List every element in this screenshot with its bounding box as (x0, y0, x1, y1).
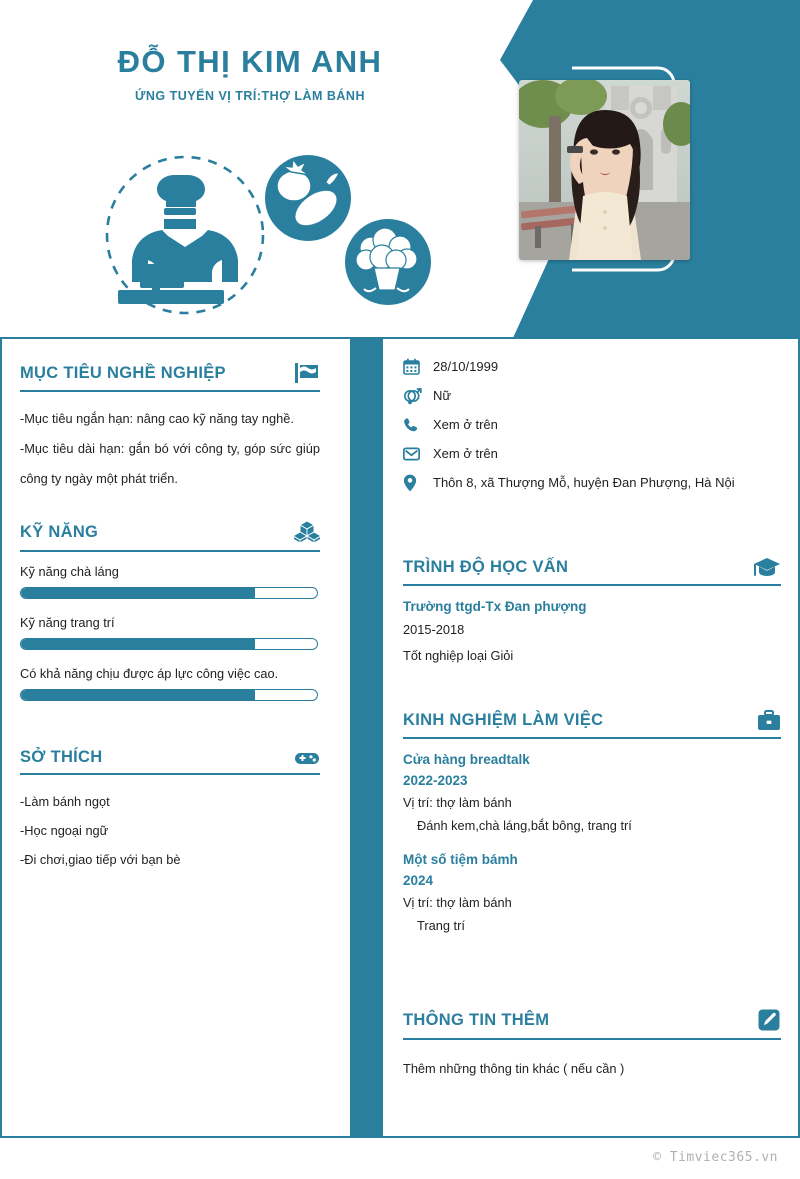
education-years: 2015-2018 (403, 622, 465, 637)
skill-label: Kỹ năng chà láng (20, 564, 119, 579)
phone-icon (403, 414, 433, 434)
contact-value: Nữ (433, 388, 452, 403)
contact-row-gender (403, 385, 793, 406)
objective-line: -Mục tiêu ngắn hạn: nâng cao kỹ năng tay nghề. (20, 411, 294, 426)
section-additional-info (403, 1008, 781, 1083)
applied-position: ỨNG TUYỂN VỊ TRÍ:THỢ LÀM BÁNH (135, 89, 365, 103)
additional-info-text: Thêm những thông tin khác ( nếu cần ) (403, 1061, 625, 1076)
experience-period: 2024 (403, 873, 434, 888)
section-hobbies (20, 748, 320, 874)
skill-progress-fill (21, 588, 255, 598)
gamepad-icon (294, 749, 320, 767)
section-title: THÔNG TIN THÊM (403, 1010, 550, 1029)
section-title: SỞ THÍCH (20, 748, 103, 766)
section-title: MỤC TIÊU NGHỀ NGHIỆP (20, 363, 226, 382)
footer-credit: © Timviec365.vn (653, 1150, 778, 1165)
experience-role: Vị trí: thợ làm bánh (403, 795, 512, 810)
skill-progress-bar (20, 638, 318, 650)
section-career-objective (20, 362, 320, 494)
section-title: KINH NGHIỆM LÀM VIỆC (403, 711, 604, 729)
skill-label: Có khả năng chịu được áp lực công việc cao. (20, 666, 279, 681)
section-education (403, 556, 781, 669)
broccoli-icon (345, 219, 431, 305)
profile-photo (519, 80, 690, 260)
section-title: TRÌNH ĐỘ HỌC VẤN (403, 557, 569, 576)
education-result: Tốt nghiệp loại Giỏi (403, 648, 514, 663)
skill-progress-fill (21, 690, 255, 700)
gender-icon (403, 385, 433, 405)
section-title: KỸ NĂNG (20, 522, 99, 541)
contact-value: 28/10/1999 (433, 359, 499, 374)
experience-description: Đánh kem,chà láng,bắt bông, trang trí (417, 818, 632, 833)
skill-item (20, 666, 320, 701)
chef-cooking-illustration (90, 140, 460, 330)
page-title: ĐỖ THỊ KIM ANH (117, 44, 383, 79)
list-item: -Làm bánh ngọt (20, 794, 110, 809)
hobbies-list (20, 775, 320, 874)
objective-line: -Mục tiêu dài hạn: gắn bó với công ty, góp sức giúp công ty ngày một phát triển. (20, 441, 320, 486)
pencil-edit-icon (757, 1008, 781, 1032)
list-item: -Đi chơi,giao tiếp với bạn bè (20, 852, 181, 867)
footer-divider (0, 1136, 800, 1138)
column-divider-bar (350, 338, 383, 1138)
experience-role: Vị trí: thợ làm bánh (403, 895, 512, 910)
left-column (0, 338, 350, 1138)
blocks-icon (294, 520, 320, 544)
contact-info-list (403, 356, 793, 501)
skill-label: Kỹ năng trang trí (20, 615, 115, 630)
cv-header (0, 0, 800, 338)
footer-column-tab (350, 1110, 383, 1138)
list-item: -Học ngoại ngữ (20, 823, 109, 838)
experience-org: Một số tiệm bámh (403, 852, 518, 867)
contact-row-email[interactable] (403, 443, 793, 464)
experience-entry (403, 849, 781, 937)
contact-value: Xem ở trên (433, 417, 498, 432)
briefcase-icon (757, 710, 781, 731)
flag-icon (294, 362, 320, 384)
location-icon (403, 472, 433, 492)
experience-entry (403, 749, 781, 837)
calendar-icon (403, 356, 433, 376)
skill-item (20, 615, 320, 650)
section-work-experience (403, 710, 781, 949)
contact-value: Xem ở trên (433, 446, 498, 461)
skill-item (20, 564, 320, 599)
email-icon (403, 443, 433, 463)
experience-description: Trang trí (417, 918, 465, 933)
skill-progress-fill (21, 639, 255, 649)
experience-org: Cửa hàng breadtalk (403, 752, 530, 767)
contact-value: Thôn 8, xã Thượng Mỗ, huyện Đan Phượng, Hà Nội (433, 475, 735, 490)
section-skills (20, 520, 320, 717)
contact-row-address (403, 472, 793, 493)
contact-row-phone[interactable] (403, 414, 793, 435)
education-school: Trường ttgd-Tx Đan phượng (403, 599, 587, 614)
experience-period: 2022-2023 (403, 773, 468, 788)
skill-progress-bar (20, 587, 318, 599)
right-column (383, 338, 800, 1138)
skills-list (20, 552, 320, 701)
vegetables-icon (265, 155, 351, 241)
contact-row-birthdate (403, 356, 793, 377)
skill-progress-bar (20, 689, 318, 701)
graduation-cap-icon (753, 556, 781, 578)
